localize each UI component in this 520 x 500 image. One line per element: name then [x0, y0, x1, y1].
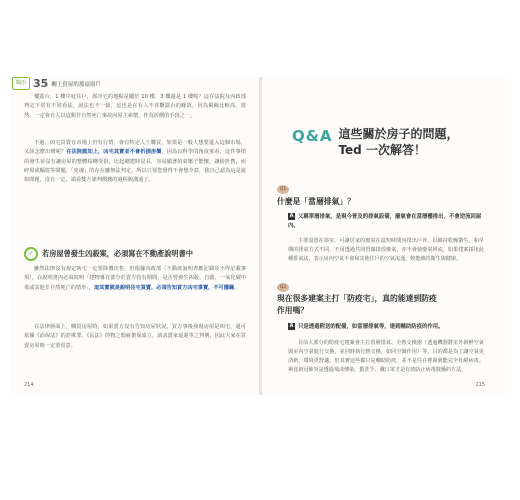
question-1: 什麼是「當層排氣」？ — [277, 197, 355, 206]
answer-1-text: 又稱單層排氣，是現今普及的排氣設備，廢氣會在當層樓排出，不會逆流回屋內。 — [288, 214, 482, 229]
page-number-right: 215 — [475, 382, 485, 388]
paragraph-3 — [24, 265, 246, 293]
paragraph-2-lead: 不過，凶宅買賣在市場上仍有行情，會有特定人士購買，如果是一般人想要進入這個市場，又該怎麼出價呢？ — [24, 140, 246, 156]
chapter-title: 關上買屋的那扇窗戶 — [51, 81, 101, 88]
chapter-header — [12, 77, 101, 90]
paragraph-3-lead: 雖然法律沒有規定凶宅一定要降價出售，但根據內政部（不動產說明書應記載及不得記載事項），在說明書內必須寫明「建物專有部分於賣方持有期間，是否曾發生凶殺、自殺、一氧化碳中毒或其他非自然死亡的情形」， — [24, 266, 246, 291]
right-page — [262, 77, 509, 395]
question-2-line-2: 作用嗎？ — [277, 305, 309, 315]
paragraph-3-tail: 。 — [234, 284, 240, 291]
left-page — [10, 77, 259, 395]
qa-title-line-1: 這些關於房子的問題， — [338, 127, 459, 141]
page-number-left: 214 — [24, 382, 34, 388]
check-circle-icon: ✓ — [24, 247, 38, 261]
answer-1-body: 主要設置在浴室，可讓居家的廢氣在最短時間內排出戶外，以維持乾燥衛生。和早期的排氣方式不同，不用透過共同管線排放廢氣，亦不會使廢氣回流，如果建案採用此種排氣法，表示房內空氣不會和其他住戶的空氣流通，較能維持衛生與健康。 — [288, 238, 484, 263]
paragraph-3-highlight: 這其實就是說明住宅買賣，必須告知買方凶宅事實，不可隱瞞 — [94, 284, 235, 291]
answer-icon: A — [289, 323, 294, 329]
paragraph-4: 在法律層面上，購買房屋時，如果賣方沒有告知房屋狀況，買方事後發現房屋是凶宅，還可依據《消保法》的詐欺罪、《民法》的物之瑕疵擔保成立，請求賣家退還等之判例，因此大家在買賣房屋時一定要留意。 — [24, 324, 246, 349]
section-title: 若房屋曾發生凶殺案，必須寫在不動產說明書中 — [42, 249, 193, 258]
qa-title — [338, 126, 458, 158]
question-tag-1: Q1 — [277, 185, 289, 194]
answer-2 — [288, 323, 483, 332]
chapter-number: 35 — [33, 77, 49, 90]
answer-1 — [288, 213, 483, 231]
answer-2-text: 只是透過附送的配備，如當層排氣等，達到輔助防疫的作用。 — [298, 324, 444, 330]
paragraph-2 — [24, 139, 246, 185]
answer-icon: A — [289, 213, 294, 219]
paragraph-1: 樓露台，1 樓中庭住戶，那冷宅的地點是屬於 10 樓、3 樓還是 1 樓呢？這在法院及內政部判定下常有不同看法，說法也不一致，這也是在有人不喜歡露台的緣故，因為風險比較高。當然，一定會有人以這類非自然死亡事故向屋主索償，作為折價的手段之一。 — [24, 94, 246, 119]
section-heading — [24, 247, 193, 261]
qa-mark: Q&A — [292, 127, 333, 145]
paragraph-2-highlight: 在法院認知上，凶宅其實並不會折損房價 — [66, 149, 162, 156]
question-tag-2: Q2 — [277, 283, 289, 292]
question-2 — [277, 293, 437, 316]
answer-2-body: 目前大部分的防疫宅建案會主打當層排氣、全熱交換器（透過機器將室外新鮮空氣與室內空氣進行交換，並同時執行熱交換，如同空調作用）等，目的都是為了讓空氣更清新、環境更舒適，但其實這些都只是輔助防疫，並不是住在裡面就能完全杜絕病毒。畢竟新冠肺炎是透過飛沫傳染，勤洗手、戴口罩才是有效防止病毒散播的方法。 — [288, 340, 484, 374]
chapter-badge: 醫治 — [12, 77, 30, 90]
qa-title-line-2: Ted 一次解答！ — [338, 143, 426, 157]
qa-heading — [292, 126, 458, 158]
paragraph-2-tail: ，因為以科學的角度來看，這件事情的發生並沒有讓房屋的整體結構受損，比起剛建時是長，容易顯著的氣壓子能懷，讓紛折舊，而碎屋或輻射等問題，「兇魂」的存在雖無法判定，所以只要您覺得不會想介意，我自己認為這是說如問題，沒有一定，端看雙方談判價錢的過程與溝通了。 — [24, 149, 246, 184]
question-2-line-1: 現在很多建案主打「防疫宅」，真的能達到防疫 — [277, 294, 437, 303]
